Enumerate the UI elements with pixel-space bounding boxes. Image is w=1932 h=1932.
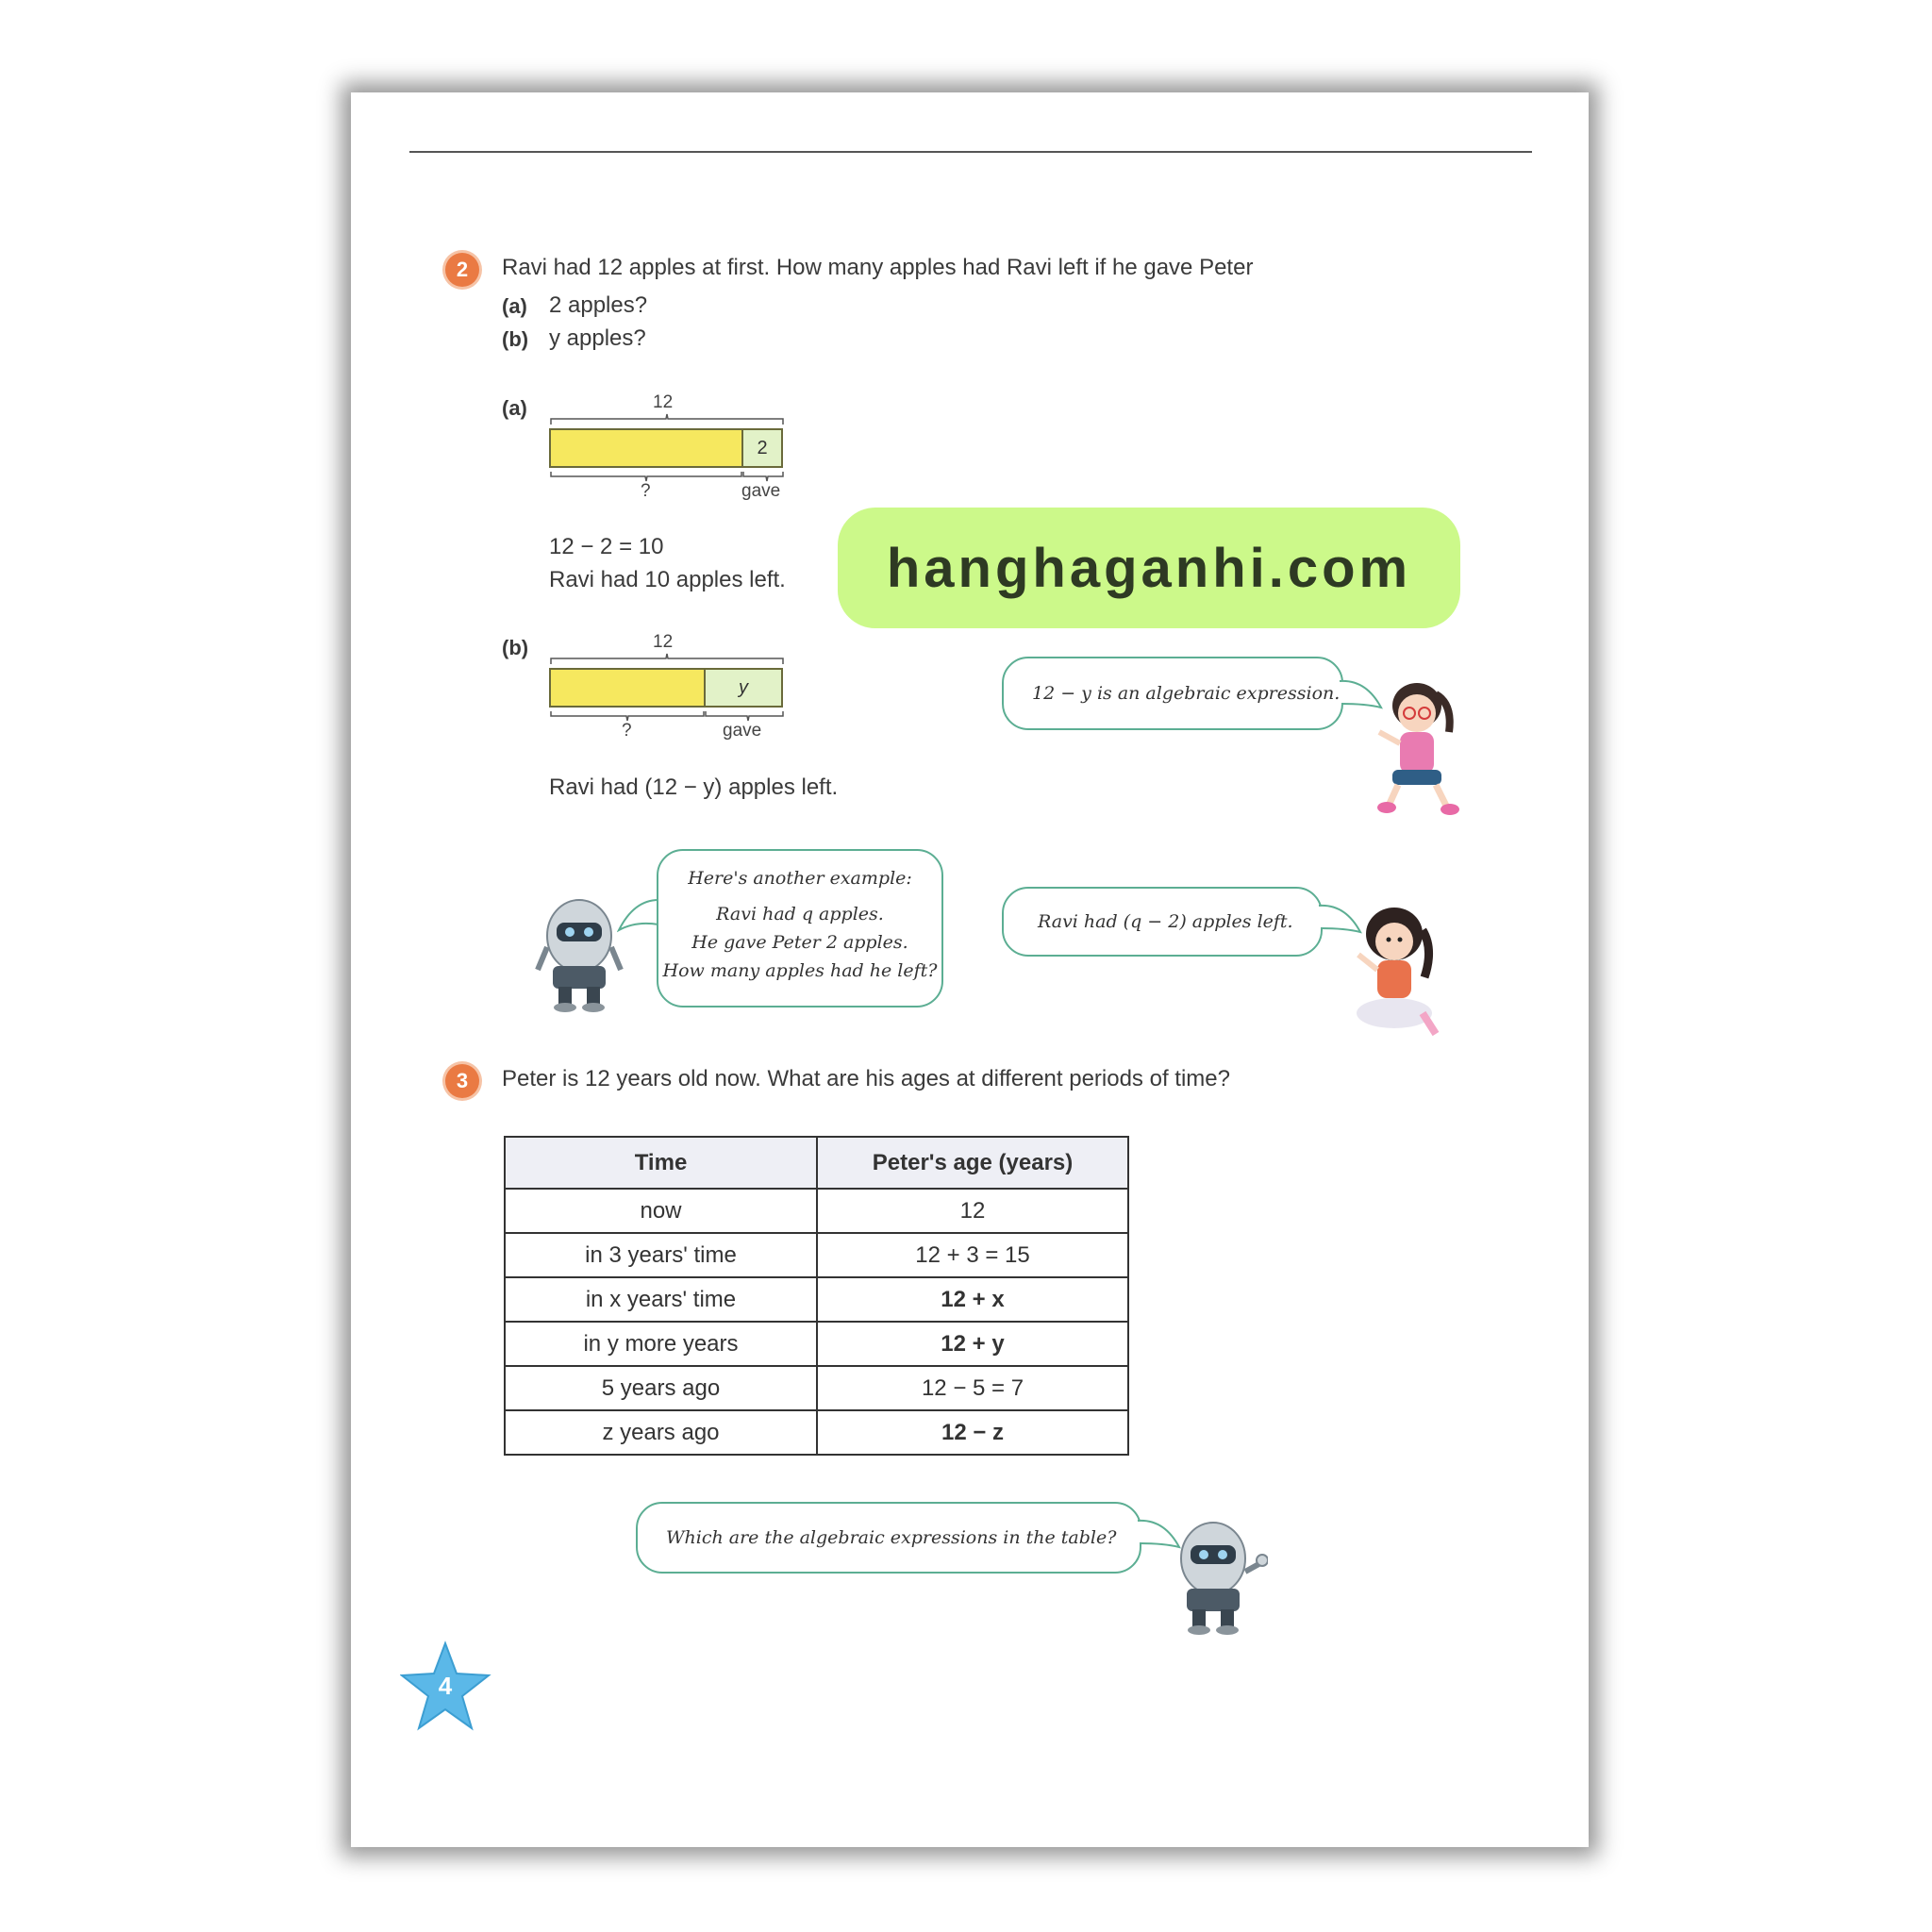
header-rule <box>409 151 1532 153</box>
table-cell-time: 5 years ago <box>505 1366 817 1410</box>
girl-speech-text-2: Ravi had (q − 2) apples left. <box>1038 911 1293 932</box>
diagram-a-equation: 12 − 2 = 10 <box>549 534 664 559</box>
girl-character-1 <box>1360 677 1464 819</box>
textbook-page <box>351 92 1589 1847</box>
diagram-a-given-value: 2 <box>757 437 768 458</box>
table-cell-age: 12 + 3 = 15 <box>817 1233 1128 1277</box>
table-cell-time: in x years' time <box>505 1277 817 1322</box>
table-cell-age: 12 + x <box>817 1277 1128 1322</box>
table-row <box>505 1189 1128 1233</box>
robot-speech-line-1: Here's another example: <box>688 868 912 889</box>
diagram-b-unknown: ? <box>622 721 632 741</box>
table-cell-age: 12 + y <box>817 1322 1128 1366</box>
question-3-text: Peter is 12 years old now. What are his ages at different periods of time? <box>502 1066 1230 1091</box>
table-header-age: Peter's age (years) <box>817 1137 1128 1189</box>
table-cell-age: 12 − z <box>817 1410 1128 1455</box>
table-row <box>505 1366 1128 1410</box>
robot-speech-bubble-1 <box>657 849 943 1008</box>
question-3-number: 3 <box>456 1069 469 1092</box>
table-cell-time: in y more years <box>505 1322 817 1366</box>
robot-speech-line-2: Ravi had q apples. <box>716 904 884 924</box>
diagram-b-given-bar <box>704 668 783 708</box>
robot-speech-text-2: Which are the algebraic expressions in the table? <box>666 1527 1117 1548</box>
table-cell-age: 12 <box>817 1189 1128 1233</box>
diagram-b-given-value: y <box>739 676 748 698</box>
diagram-b-total: 12 <box>653 632 674 652</box>
diagram-b-remaining-bar <box>549 668 706 708</box>
diagram-b-given-label: gave <box>723 721 762 741</box>
page-number: 4 <box>438 1672 453 1700</box>
diagram-a-answer: Ravi had 10 apples left. <box>549 567 786 592</box>
part-b-text: y apples? <box>549 325 646 351</box>
table-row <box>505 1322 1128 1366</box>
girl-speech-text-1: 12 − y is an algebraic expression. <box>1032 683 1341 704</box>
diagram-b-answer: Ravi had (12 − y) apples left. <box>549 774 839 800</box>
part-b-label: (b) <box>502 327 529 351</box>
table-header-row <box>505 1137 1128 1189</box>
girl-character-2 <box>1341 902 1445 1053</box>
table-row <box>505 1410 1128 1455</box>
girl-speech-bubble-2 <box>1002 887 1323 957</box>
diagram-a-total: 12 <box>653 392 674 412</box>
robot-speech-line-4: How many apples had he left? <box>662 960 938 981</box>
table-cell-time: in 3 years' time <box>505 1233 817 1277</box>
ages-table <box>504 1136 1129 1456</box>
diagram-a-label: (a) <box>502 396 527 420</box>
girl-speech-bubble-1 <box>1002 657 1343 730</box>
diagram-a-given-bar <box>741 428 783 468</box>
table-cell-time: z years ago <box>505 1410 817 1455</box>
question-2-text: Ravi had 12 apples at first. How many apples had Ravi left if he gave Peter <box>502 255 1254 280</box>
watermark-banner <box>838 508 1460 628</box>
bubble-tail <box>617 892 660 940</box>
robot-speech-line-3: He gave Peter 2 apples. <box>691 932 908 953</box>
diagram-a-unknown: ? <box>641 481 651 501</box>
diagram-a-top-brace <box>549 413 785 426</box>
table-header-time: Time <box>505 1137 817 1189</box>
table-row <box>505 1233 1128 1277</box>
question-2-number: 2 <box>456 258 469 281</box>
part-a-label: (a) <box>502 294 527 318</box>
robot-character-2 <box>1164 1515 1268 1647</box>
table-row <box>505 1277 1128 1322</box>
diagram-a-given-label: gave <box>741 481 781 501</box>
question-3-badge <box>445 1064 479 1098</box>
part-a-text: 2 apples? <box>549 292 648 318</box>
question-2-badge <box>445 253 479 287</box>
diagram-b-label: (b) <box>502 636 529 659</box>
diagram-b-top-brace <box>549 653 785 666</box>
table-cell-time: now <box>505 1189 817 1233</box>
robot-speech-bubble-2 <box>636 1502 1141 1574</box>
robot-character-1 <box>532 894 626 1017</box>
diagram-a-remaining-bar <box>549 428 743 468</box>
watermark-text: hanghaganhi.com <box>886 537 1412 599</box>
table-cell-age: 12 − 5 = 7 <box>817 1366 1128 1410</box>
